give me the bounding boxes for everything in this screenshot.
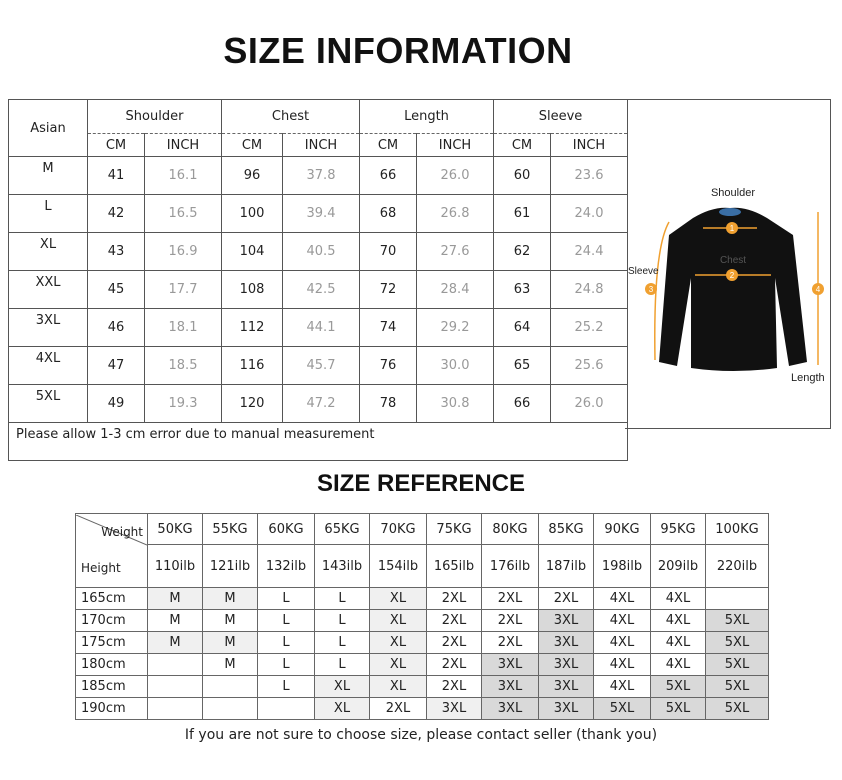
pounds-header: 121ilb — [203, 545, 258, 588]
recommended-size: 4XL — [594, 654, 651, 676]
weight-header: 80KG — [482, 514, 539, 545]
recommended-size: 5XL — [706, 632, 769, 654]
chest-header: Chest — [222, 100, 360, 134]
cm-value: 104 — [222, 233, 283, 271]
shirt-diagram-svg — [625, 100, 830, 428]
asian-header: Asian — [9, 100, 88, 157]
recommended-size: 4XL — [594, 610, 651, 632]
inch-value: 27.6 — [417, 233, 494, 271]
recommended-size: 3XL — [539, 676, 594, 698]
length-header: Length — [360, 100, 494, 134]
cm-value: 47 — [88, 347, 145, 385]
recommended-size: L — [258, 588, 315, 610]
height-row — [76, 588, 769, 610]
size-information-table — [8, 99, 628, 461]
recommended-size: 3XL — [482, 654, 539, 676]
size-row — [9, 233, 628, 271]
recommended-size: 5XL — [651, 676, 706, 698]
inch-value: 25.6 — [551, 347, 628, 385]
pounds-header: 110ilb — [148, 545, 203, 588]
recommended-size: 5XL — [706, 654, 769, 676]
pounds-header: 198ilb — [594, 545, 651, 588]
inch-value: 39.4 — [283, 195, 360, 233]
cm-value: 68 — [360, 195, 417, 233]
size-row — [9, 385, 628, 423]
height-row — [76, 610, 769, 632]
recommended-size: 5XL — [594, 698, 651, 720]
weight-header: 90KG — [594, 514, 651, 545]
recommended-size — [148, 654, 203, 676]
inch-value: 16.1 — [145, 157, 222, 195]
recommended-size: XL — [370, 654, 427, 676]
recommended-size — [706, 588, 769, 610]
height-value: 185cm — [76, 676, 148, 698]
cm-value: 63 — [494, 271, 551, 309]
recommended-size: XL — [315, 676, 370, 698]
inch-value: 16.5 — [145, 195, 222, 233]
weight-header: 95KG — [651, 514, 706, 545]
cm-value: 108 — [222, 271, 283, 309]
weight-height-corner — [76, 514, 148, 588]
weight-label: Weight — [101, 524, 143, 539]
size-row — [9, 157, 628, 195]
recommended-size: M — [203, 654, 258, 676]
inch-value: 47.2 — [283, 385, 360, 423]
recommended-size: 4XL — [594, 676, 651, 698]
cm-value: 41 — [88, 157, 145, 195]
unit-header: CM — [494, 134, 551, 157]
recommended-size: L — [315, 610, 370, 632]
inch-value: 26.0 — [551, 385, 628, 423]
pounds-header: 176ilb — [482, 545, 539, 588]
marker-2: 2 — [729, 271, 735, 280]
height-value: 165cm — [76, 588, 148, 610]
unit-header: INCH — [145, 134, 222, 157]
size-label: M — [9, 157, 88, 195]
recommended-size: 3XL — [482, 676, 539, 698]
recommended-size: 2XL — [427, 588, 482, 610]
contact-seller-note: If you are not sure to choose size, please contact seller (thank you) — [184, 727, 658, 743]
inch-value: 29.2 — [417, 309, 494, 347]
sleeve-label: Sleeve — [628, 266, 659, 277]
inch-value: 18.5 — [145, 347, 222, 385]
weight-header: 60KG — [258, 514, 315, 545]
height-value: 190cm — [76, 698, 148, 720]
inch-value: 45.7 — [283, 347, 360, 385]
inch-value: 30.0 — [417, 347, 494, 385]
recommended-size — [148, 698, 203, 720]
recommended-size: 2XL — [427, 654, 482, 676]
recommended-size: 3XL — [427, 698, 482, 720]
inch-value: 30.8 — [417, 385, 494, 423]
recommended-size: M — [203, 632, 258, 654]
cm-value: 60 — [494, 157, 551, 195]
size-reference-table — [75, 513, 769, 720]
unit-header: CM — [88, 134, 145, 157]
height-value: 170cm — [76, 610, 148, 632]
cm-value: 120 — [222, 385, 283, 423]
cm-value: 46 — [88, 309, 145, 347]
pounds-row — [76, 545, 769, 588]
recommended-size: 5XL — [651, 698, 706, 720]
recommended-size — [203, 676, 258, 698]
recommended-size: XL — [370, 676, 427, 698]
cm-value: 62 — [494, 233, 551, 271]
recommended-size: 4XL — [651, 632, 706, 654]
unit-header: CM — [360, 134, 417, 157]
recommended-size: L — [258, 676, 315, 698]
recommended-size: L — [258, 610, 315, 632]
recommended-size: M — [148, 588, 203, 610]
height-value: 180cm — [76, 654, 148, 676]
pounds-header: 132ilb — [258, 545, 315, 588]
unit-header: INCH — [551, 134, 628, 157]
inch-value: 26.8 — [417, 195, 494, 233]
recommended-size: L — [258, 654, 315, 676]
height-value: 175cm — [76, 632, 148, 654]
weight-header: 50KG — [148, 514, 203, 545]
recommended-size — [258, 698, 315, 720]
measurement-diagram — [625, 99, 831, 429]
pounds-header: 187ilb — [539, 545, 594, 588]
recommended-size: 3XL — [539, 654, 594, 676]
recommended-size: 2XL — [482, 588, 539, 610]
recommended-size: M — [148, 610, 203, 632]
cm-value: 72 — [360, 271, 417, 309]
measurement-note: Please allow 1-3 cm error due to manual measurement — [9, 423, 628, 461]
inch-value: 23.6 — [551, 157, 628, 195]
weight-header: 75KG — [427, 514, 482, 545]
recommended-size: M — [203, 610, 258, 632]
recommended-size: 2XL — [482, 610, 539, 632]
cm-value: 42 — [88, 195, 145, 233]
cm-value: 78 — [360, 385, 417, 423]
inch-value: 40.5 — [283, 233, 360, 271]
recommended-size: 3XL — [539, 698, 594, 720]
recommended-size: L — [315, 632, 370, 654]
length-label: Length — [791, 372, 825, 384]
recommended-size: 5XL — [706, 610, 769, 632]
recommended-size: XL — [315, 698, 370, 720]
recommended-size — [148, 676, 203, 698]
cm-value: 66 — [360, 157, 417, 195]
size-label: L — [9, 195, 88, 233]
cm-value: 43 — [88, 233, 145, 271]
size-row — [9, 271, 628, 309]
cm-value: 64 — [494, 309, 551, 347]
marker-1: 1 — [729, 224, 735, 233]
recommended-size — [203, 698, 258, 720]
size-label: 4XL — [9, 347, 88, 385]
unit-header: INCH — [283, 134, 360, 157]
chest-label: Chest — [719, 255, 747, 266]
shoulder-label: Shoulder — [710, 187, 756, 199]
height-row — [76, 654, 769, 676]
recommended-size: 2XL — [427, 676, 482, 698]
weight-header: 65KG — [315, 514, 370, 545]
inch-value: 16.9 — [145, 233, 222, 271]
inch-value: 19.3 — [145, 385, 222, 423]
sleeve-header: Sleeve — [494, 100, 628, 134]
cm-value: 61 — [494, 195, 551, 233]
recommended-size: 3XL — [539, 632, 594, 654]
pounds-header: 220ilb — [706, 545, 769, 588]
recommended-size: L — [315, 588, 370, 610]
cm-value: 49 — [88, 385, 145, 423]
inch-value: 24.0 — [551, 195, 628, 233]
height-row — [76, 676, 769, 698]
cm-value: 112 — [222, 309, 283, 347]
recommended-size: XL — [370, 588, 427, 610]
pounds-header: 209ilb — [651, 545, 706, 588]
inch-value: 24.8 — [551, 271, 628, 309]
height-label: Height — [81, 560, 121, 575]
weight-header: 55KG — [203, 514, 258, 545]
recommended-size: 4XL — [651, 654, 706, 676]
recommended-size: 4XL — [594, 632, 651, 654]
size-reference-title: SIZE REFERENCE — [316, 470, 526, 497]
inch-value: 26.0 — [417, 157, 494, 195]
unit-header: CM — [222, 134, 283, 157]
size-row — [9, 195, 628, 233]
weight-row — [76, 514, 769, 545]
inch-value: 24.4 — [551, 233, 628, 271]
cm-value: 96 — [222, 157, 283, 195]
recommended-size: 4XL — [651, 588, 706, 610]
height-row — [76, 698, 769, 720]
marker-4: 4 — [815, 285, 821, 294]
size-information-title: SIZE INFORMATION — [223, 30, 573, 71]
cm-value: 74 — [360, 309, 417, 347]
size-row — [9, 309, 628, 347]
inch-value: 42.5 — [283, 271, 360, 309]
recommended-size: 4XL — [651, 610, 706, 632]
cm-value: 70 — [360, 233, 417, 271]
cm-value: 116 — [222, 347, 283, 385]
recommended-size: 5XL — [706, 676, 769, 698]
recommended-size: 2XL — [427, 610, 482, 632]
pounds-header: 154ilb — [370, 545, 427, 588]
recommended-size: 3XL — [539, 610, 594, 632]
cm-value: 76 — [360, 347, 417, 385]
size-label: XL — [9, 233, 88, 271]
pounds-header: 165ilb — [427, 545, 482, 588]
recommended-size: 4XL — [594, 588, 651, 610]
inch-value: 18.1 — [145, 309, 222, 347]
weight-header: 70KG — [370, 514, 427, 545]
recommended-size: 2XL — [539, 588, 594, 610]
weight-header: 100KG — [706, 514, 769, 545]
size-label: 5XL — [9, 385, 88, 423]
recommended-size: M — [148, 632, 203, 654]
recommended-size: L — [258, 632, 315, 654]
unit-header: INCH — [417, 134, 494, 157]
inch-value: 28.4 — [417, 271, 494, 309]
pounds-header: 143ilb — [315, 545, 370, 588]
recommended-size: 2XL — [427, 632, 482, 654]
size-row — [9, 347, 628, 385]
recommended-size: 2XL — [370, 698, 427, 720]
inch-value: 17.7 — [145, 271, 222, 309]
inch-value: 44.1 — [283, 309, 360, 347]
recommended-size: 5XL — [706, 698, 769, 720]
cm-value: 45 — [88, 271, 145, 309]
height-row — [76, 632, 769, 654]
inch-value: 25.2 — [551, 309, 628, 347]
recommended-size: 2XL — [482, 632, 539, 654]
recommended-size: XL — [370, 632, 427, 654]
inch-value: 37.8 — [283, 157, 360, 195]
recommended-size: XL — [370, 610, 427, 632]
recommended-size: L — [315, 654, 370, 676]
size-label: 3XL — [9, 309, 88, 347]
cm-value: 65 — [494, 347, 551, 385]
recommended-size: 3XL — [482, 698, 539, 720]
shoulder-header: Shoulder — [88, 100, 222, 134]
cm-value: 100 — [222, 195, 283, 233]
marker-3: 3 — [648, 285, 654, 294]
size-label: XXL — [9, 271, 88, 309]
weight-header: 85KG — [539, 514, 594, 545]
recommended-size: M — [203, 588, 258, 610]
cm-value: 66 — [494, 385, 551, 423]
